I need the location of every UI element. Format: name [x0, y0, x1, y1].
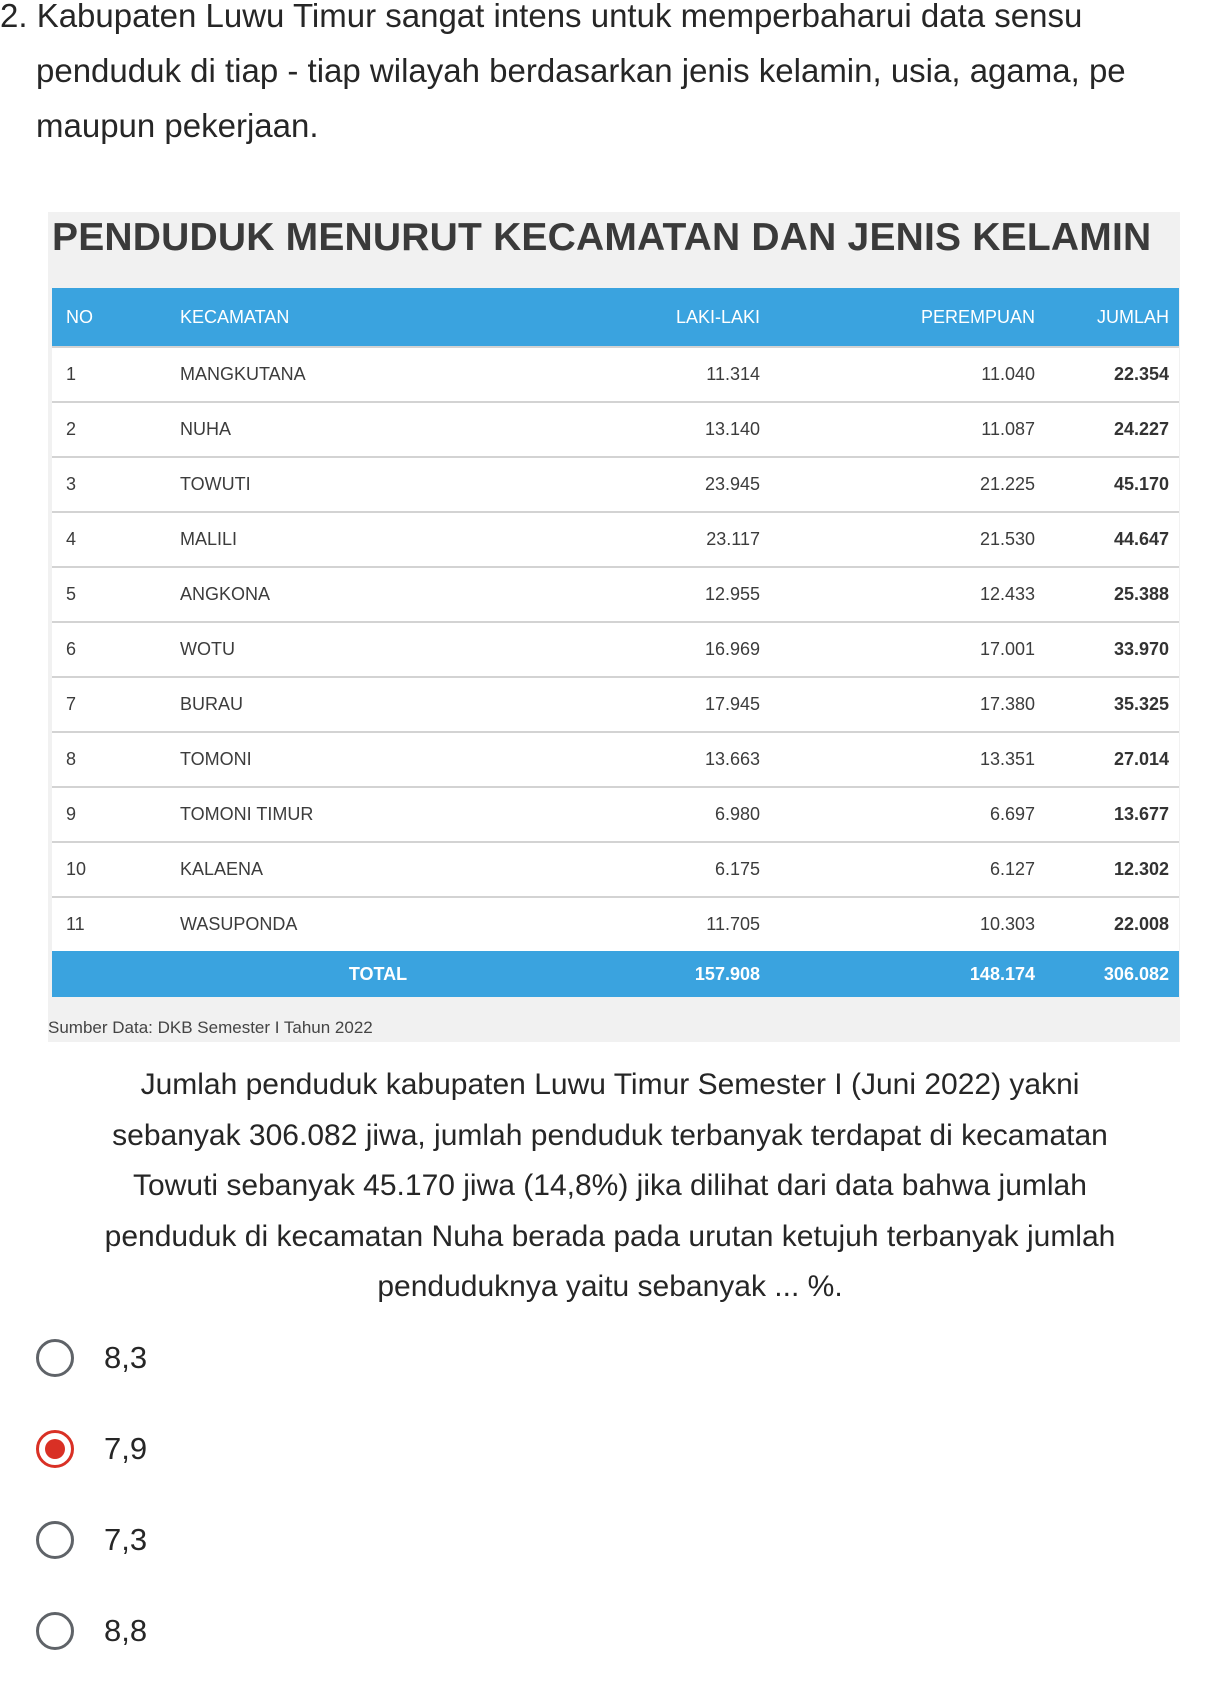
- header-kecamatan: KECAMATAN: [176, 288, 580, 347]
- cell-kecamatan: WOTU: [176, 622, 580, 677]
- cell-no: 3: [52, 457, 176, 512]
- total-row: [52, 951, 1179, 997]
- population-figure: [48, 212, 1180, 1042]
- cell-no: 9: [52, 787, 176, 842]
- paragraph-line: sebanyak 306.082 jiwa, jumlah penduduk terbanyak terdapat di kecamatan: [112, 1118, 1108, 1152]
- paragraph-line: penduduknya yaitu sebanyak ... %.: [377, 1270, 843, 1303]
- total-jumlah: 306.082: [1035, 951, 1179, 997]
- table-row: [52, 787, 1179, 842]
- cell-jumlah: 22.354: [1035, 347, 1179, 402]
- option-8-3[interactable]: [36, 1328, 436, 1388]
- cell-laki-laki: 13.140: [580, 402, 760, 457]
- header-jumlah: JUMLAH: [1035, 288, 1179, 347]
- question-line: 2. Kabupaten Luwu Timur sangat intens untuk memperbaharui data sensu: [0, 0, 1083, 34]
- radio-button[interactable]: [36, 1521, 74, 1559]
- cell-laki-laki: 16.969: [580, 622, 760, 677]
- cell-perempuan: 12.433: [760, 567, 1035, 622]
- question-text: [0, 0, 1227, 153]
- cell-no: 6: [52, 622, 176, 677]
- cell-laki-laki: 11.705: [580, 897, 760, 951]
- option-label: 8,8: [104, 1613, 148, 1648]
- option-7-3[interactable]: [36, 1510, 436, 1570]
- cell-no: 11: [52, 897, 176, 951]
- cell-no: 7: [52, 677, 176, 732]
- table-row: [52, 402, 1179, 457]
- table-row: [52, 512, 1179, 567]
- option-7-9[interactable]: [36, 1419, 436, 1479]
- total-label: TOTAL: [176, 951, 580, 997]
- total-perempuan: 148.174: [760, 951, 1035, 997]
- cell-perempuan: 6.697: [760, 787, 1035, 842]
- radio-button-selected[interactable]: [36, 1430, 74, 1468]
- table-row: [52, 347, 1179, 402]
- question-line: maupun pekerjaan.: [36, 107, 319, 144]
- cell-laki-laki: 23.117: [580, 512, 760, 567]
- cell-no: 4: [52, 512, 176, 567]
- table-row: [52, 457, 1179, 512]
- cell-jumlah: 12.302: [1035, 842, 1179, 897]
- figure-title: PENDUDUK MENURUT KECAMATAN DAN JENIS KELAMIN: [52, 216, 1152, 259]
- cell-kecamatan: BURAU: [176, 677, 580, 732]
- cell-perempuan: 21.530: [760, 512, 1035, 567]
- radio-button[interactable]: [36, 1339, 74, 1377]
- table-row: [52, 842, 1179, 897]
- question-line: penduduk di tiap - tiap wilayah berdasarkan jenis kelamin, usia, agama, pe: [36, 52, 1126, 89]
- cell-jumlah: 33.970: [1035, 622, 1179, 677]
- cell-jumlah: 45.170: [1035, 457, 1179, 512]
- cell-kecamatan: TOWUTI: [176, 457, 580, 512]
- cell-kecamatan: KALAENA: [176, 842, 580, 897]
- cell-kecamatan: TOMONI TIMUR: [176, 787, 580, 842]
- paragraph-line: Jumlah penduduk kabupaten Luwu Timur Semester I (Juni 2022) yakni: [140, 1068, 1080, 1101]
- table-row: [52, 732, 1179, 787]
- cell-jumlah: 13.677: [1035, 787, 1179, 842]
- cell-laki-laki: 6.175: [580, 842, 760, 897]
- header-no: NO: [52, 288, 176, 347]
- table-row: [52, 897, 1179, 951]
- cell-laki-laki: 12.955: [580, 567, 760, 622]
- population-table: [52, 288, 1179, 997]
- cell-perempuan: 6.127: [760, 842, 1035, 897]
- radio-button[interactable]: [36, 1612, 74, 1650]
- paragraph-line: penduduk di kecamatan Nuha berada pada urutan ketujuh terbanyak jumlah: [104, 1219, 1116, 1253]
- header-laki-laki: LAKI-LAKI: [580, 288, 760, 347]
- cell-no: 5: [52, 567, 176, 622]
- total-laki-laki: 157.908: [580, 951, 760, 997]
- option-label: 7,3: [104, 1522, 148, 1557]
- cell-kecamatan: WASUPONDA: [176, 897, 580, 951]
- table-row: [52, 622, 1179, 677]
- cell-kecamatan: TOMONI: [176, 732, 580, 787]
- paragraph-line: Towuti sebanyak 45.170 jiwa (14,8%) jika dilihat dari data bahwa jumlah: [133, 1169, 1087, 1202]
- cell-laki-laki: 17.945: [580, 677, 760, 732]
- cell-jumlah: 35.325: [1035, 677, 1179, 732]
- cell-jumlah: 24.227: [1035, 402, 1179, 457]
- cell-kecamatan: ANGKONA: [176, 567, 580, 622]
- cell-perempuan: 17.380: [760, 677, 1035, 732]
- cell-perempuan: 13.351: [760, 732, 1035, 787]
- cell-no: 1: [52, 347, 176, 402]
- cell-laki-laki: 23.945: [580, 457, 760, 512]
- table-row: [52, 677, 1179, 732]
- option-label: 7,9: [104, 1431, 148, 1466]
- cell-jumlah: 22.008: [1035, 897, 1179, 951]
- cell-kecamatan: MALILI: [176, 512, 580, 567]
- cell-no: 2: [52, 402, 176, 457]
- cell-perempuan: 17.001: [760, 622, 1035, 677]
- cell-kecamatan: NUHA: [176, 402, 580, 457]
- cell-jumlah: 44.647: [1035, 512, 1179, 567]
- cell-kecamatan: MANGKUTANA: [176, 347, 580, 402]
- cell-perempuan: 11.087: [760, 402, 1035, 457]
- question-paragraph: [40, 1060, 1180, 1313]
- cell-laki-laki: 6.980: [580, 787, 760, 842]
- cell-jumlah: 27.014: [1035, 732, 1179, 787]
- header-perempuan: PEREMPUAN: [760, 288, 1035, 347]
- option-8-8[interactable]: [36, 1601, 436, 1661]
- cell-perempuan: 11.040: [760, 347, 1035, 402]
- cell-perempuan: 21.225: [760, 457, 1035, 512]
- table-header-row: [52, 288, 1179, 347]
- table-row: [52, 567, 1179, 622]
- cell-no: 10: [52, 842, 176, 897]
- cell-no: 8: [52, 732, 176, 787]
- option-label: 8,3: [104, 1340, 148, 1375]
- cell-laki-laki: 11.314: [580, 347, 760, 402]
- cell-jumlah: 25.388: [1035, 567, 1179, 622]
- source-note: Sumber Data: DKB Semester I Tahun 2022: [48, 1018, 373, 1037]
- cell-perempuan: 10.303: [760, 897, 1035, 951]
- cell-laki-laki: 13.663: [580, 732, 760, 787]
